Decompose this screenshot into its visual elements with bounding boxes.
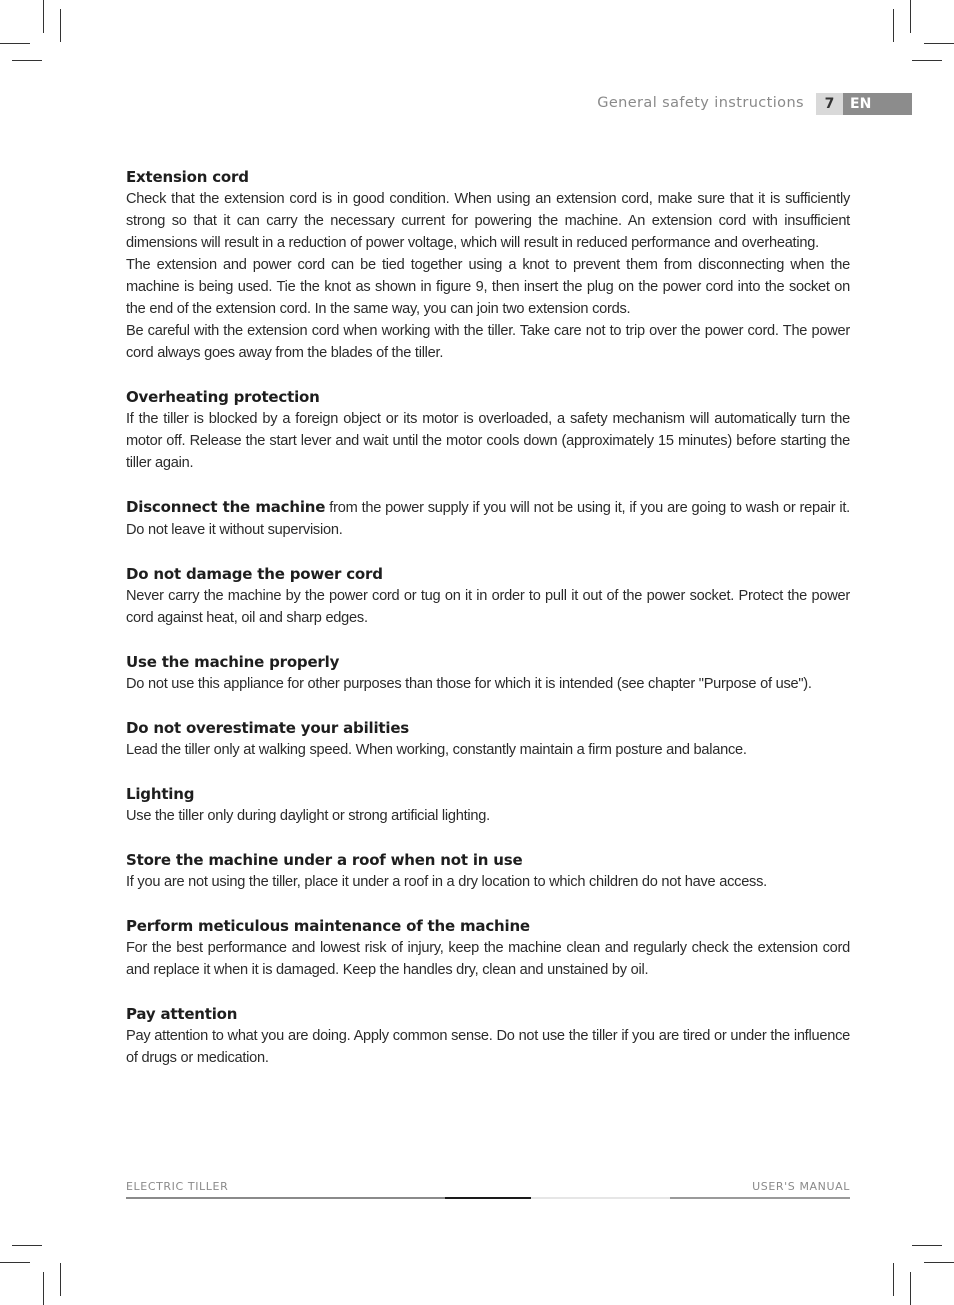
crop-mark — [893, 1263, 894, 1296]
page-tab — [816, 93, 912, 115]
running-header-title: General safety instructions — [597, 95, 804, 111]
section-heading: Extension cord — [126, 168, 249, 186]
section-heading: Overheating protection — [126, 388, 320, 406]
footer-document-type: USER'S MANUAL — [752, 1180, 850, 1193]
language-label: EN — [850, 96, 872, 112]
crop-mark — [912, 60, 942, 61]
paragraph: Check that the extension cord is in good condition. When using an extension cord, make sure that it is sufficiently strong so that it can carry the necessary current for powering the machine. An extension cord with insufficient dimensions will result in a reduction of power voltage, which will result in reduced performance and overheating. — [126, 191, 850, 251]
section-use-properly — [126, 651, 850, 695]
paragraph: For the best performance and lowest risk of injury, keep the machine clean and regularly check the extension cord and replace it when it is damaged. Keep the handles dry, clean and unstained by oil. — [126, 940, 850, 978]
section-heading: Pay attention — [126, 1005, 238, 1023]
paragraph: Do not use this appliance for other purposes than those for which it is intended (see chapter "Purpose of use"). — [126, 676, 812, 692]
crop-mark — [924, 1262, 954, 1263]
paragraph: The extension and power cord can be tied together using a knot to prevent them from disconnecting when the machine is being used. Tie the knot as shown in figure 9, then insert the plug on the power cord into the socket on the end of the extension cord. In the same way, you can join two extension cords. — [126, 257, 850, 317]
footer-product-name: ELECTRIC TILLER — [126, 1180, 229, 1193]
crop-mark — [0, 43, 30, 44]
crop-mark — [43, 1272, 44, 1305]
inline-heading: Disconnect the machine — [126, 498, 326, 516]
crop-mark — [910, 1272, 911, 1305]
footer-rule — [126, 1197, 850, 1199]
crop-mark — [12, 1245, 42, 1246]
paragraph: If the tiller is blocked by a foreign object or its motor is overloaded, a safety mechanism will automatically turn the motor off. Release the start lever and wait until the motor cools down (approximately 15 minutes) before starting the tiller again. — [126, 411, 850, 471]
crop-mark — [0, 1262, 30, 1263]
paragraph — [126, 496, 850, 541]
section-lighting — [126, 783, 850, 827]
paragraph: Use the tiller only during daylight or strong artificial lighting. — [126, 808, 490, 824]
crop-mark — [912, 1245, 942, 1246]
crop-mark — [924, 43, 954, 44]
section-heading: Do not overestimate your abilities — [126, 719, 410, 737]
paragraph: Pay attention to what you are doing. Apply common sense. Do not use the tiller if you are tired or under the influence of drugs or medication. — [126, 1028, 850, 1066]
crop-mark — [910, 0, 911, 33]
section-heading: Do not damage the power cord — [126, 565, 383, 583]
crop-mark — [60, 1263, 61, 1296]
crop-mark — [12, 60, 42, 61]
crop-mark — [43, 0, 44, 33]
section-heading: Lighting — [126, 785, 195, 803]
paragraph: Never carry the machine by the power cord or tug on it in order to pull it out of the power socket. Protect the power cord against heat, oil and sharp edges. — [126, 588, 850, 626]
section-overheating-protection — [126, 386, 850, 474]
section-maintenance — [126, 915, 850, 981]
crop-mark — [60, 9, 61, 42]
page-number: 7 — [816, 93, 843, 115]
section-heading: Perform meticulous maintenance of the machine — [126, 917, 530, 935]
inline-text: from the power supply if you will not be using it, if you are going to wash or repair it. Do not leave it without supervision. — [126, 500, 850, 538]
section-heading: Store the machine under a roof when not in use — [126, 851, 523, 869]
main-content — [126, 166, 850, 1091]
section-power-cord — [126, 563, 850, 629]
section-heading: Use the machine properly — [126, 653, 340, 671]
section-extension-cord — [126, 166, 850, 364]
section-abilities — [126, 717, 850, 761]
crop-mark — [893, 9, 894, 42]
section-pay-attention — [126, 1003, 850, 1069]
section-disconnect-machine — [126, 496, 850, 541]
paragraph: Be careful with the extension cord when working with the tiller. Take care not to trip over the power cord. The power cord always goes away from the blades of the tiller. — [126, 323, 850, 361]
section-storage — [126, 849, 850, 893]
paragraph: Lead the tiller only at walking speed. When working, constantly maintain a firm posture and balance. — [126, 742, 747, 758]
paragraph: If you are not using the tiller, place it under a roof in a dry location to which children do not have access. — [126, 874, 767, 890]
